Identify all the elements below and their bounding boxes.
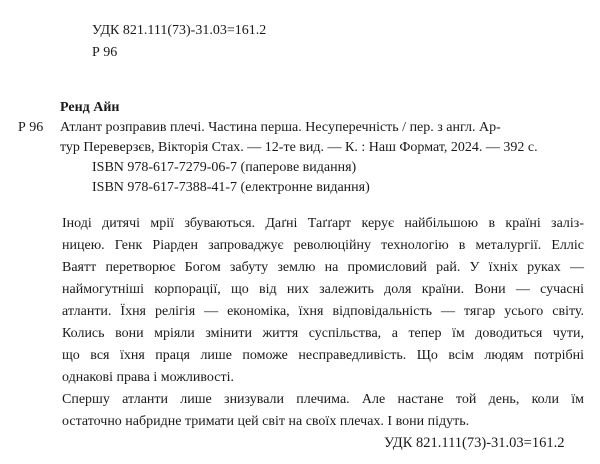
annotation-line: Колись вони мріяли змінити життя суспільства, а тепер їм доводиться чути, [62, 326, 584, 341]
annotation-line: Ваятт перетворює Богом забуту землю на промисловий рай. У їхніх руках — [62, 260, 584, 275]
annotation-line: наймогутніші корпорації, що від них залежить доля країни. Вони — сучасні [62, 282, 584, 297]
author-mark-header: Р 96 [92, 45, 118, 60]
entry-isbn-electronic: ISBN 978-617-7388-41-7 (електронне видання) [92, 180, 370, 195]
entry-title-line-2: тур Переверзєв, Вікторія Стах. — 12-те вид. — К. : Наш Формат, 2024. — 392 с. [60, 140, 538, 155]
annotation-line: Іноді дитячі мрії збуваються. Даґні Таґґарт керує найбільшою в країні заліз- [62, 216, 584, 231]
annotation-line: що вся їхня праця лише поможе несправедливість. Що всім людям потрібні [62, 348, 584, 363]
udk-header: УДК 821.111(73)-31.03=161.2 [92, 23, 267, 38]
annotation-line: остаточно набридне тримати цей світ на своїх плечах. І вони підуть. [62, 414, 470, 429]
annotation-line: атланти. Їхня релігія — економіка, їхня відповідальність — тягар усього світу. [62, 304, 584, 319]
annotation-paragraph-2 [62, 389, 584, 433]
annotation-line: ницею. Генк Ріарден запроваджує революційну технологію в металургії. Елліс [62, 238, 584, 253]
entry-title-line-1: Атлант розправив плечі. Частина перша. Несуперечність / пер. з англ. Ар- [60, 120, 501, 135]
entry-mark: Р 96 [18, 120, 44, 135]
entry-isbn-paper: ISBN 978-617-7279-06-7 (паперове видання) [92, 160, 357, 175]
annotation-line: Спершу атланти лише знизували плечима. Але настане той день, коли їм [62, 392, 584, 407]
entry-author: Ренд Айн [60, 100, 120, 115]
annotation-line: однакові права і можливості. [62, 370, 234, 385]
udk-footer: УДК 821.111(73)-31.03=161.2 [384, 435, 565, 451]
annotation-paragraph-1 [62, 213, 584, 389]
